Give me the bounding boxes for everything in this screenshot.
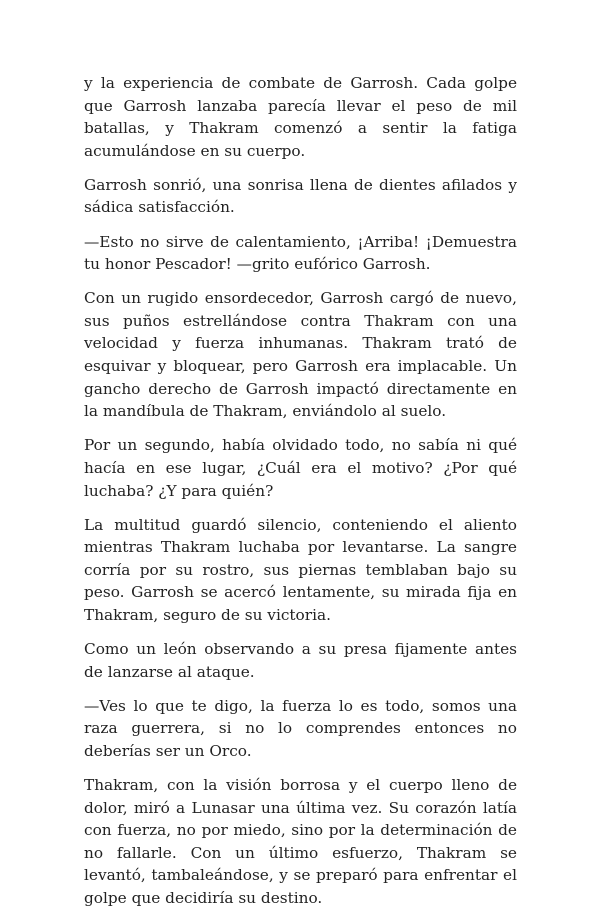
- paragraph: —Ves lo que te digo, la fuerza lo es todo, somos una raza guerrera, si no lo comprendes entonces no deberías ser un Orco.: [84, 696, 517, 760]
- paragraph: —Esto no sirve de calentamiento, ¡Arriba! ¡Demuestra tu honor Pescador! —grito eufórico Garrosh.: [84, 232, 517, 274]
- paragraph: Como un león observando a su presa fijamente antes de lanzarse al ataque.: [84, 640, 517, 681]
- paragraph: Thakram, con la visión borrosa y el cuerpo lleno de dolor, miró a Lunasar una última vez. Su corazón latía con fuerza, no por miedo, sino por la determinación de no fallarle. Con un último esfuerzo, Thakram se levantó, tambaleándose, y se preparó para enfrentar el golpe que decidiría su destino.: [84, 776, 517, 907]
- paragraph: Por un segundo, había olvidado todo, no sabía ni qué hacía en ese lugar, ¿Cuál era el motivo? ¿Por qué luchaba? ¿Y para quién?: [84, 436, 517, 500]
- paragraph: La multitud guardó silencio, conteniendo el aliento mientras Thakram luchaba por levantarse. La sangre corría por su rostro, sus piernas temblaban bajo su peso. Garrosh se acercó lentamente, su mirada fija en Thakram, seguro de su victoria.: [84, 515, 517, 624]
- paragraph: Garrosh sonrió, una sonrisa llena de dientes afilados y sádica satisfacción.: [84, 175, 517, 217]
- paragraph: y la experiencia de combate de Garrosh. Cada golpe que Garrosh lanzaba parecía llevar el peso de mil batallas, y Thakram comenzó a sentir la fatiga acumulándose en su cuerpo.: [84, 74, 517, 160]
- paragraph: Con un rugido ensordecedor, Garrosh cargó de nuevo, sus puños estrellándose contra Thakram con una velocidad y fuerza inhumanas. Thakram trató de esquivar y bloquear, pero Garrosh era implacable. Un gancho derecho de Garrosh impactó directamente en la mandíbula de Thakram, enviándolo al suelo.: [84, 289, 517, 421]
- page-text-body: [84, 72, 517, 921]
